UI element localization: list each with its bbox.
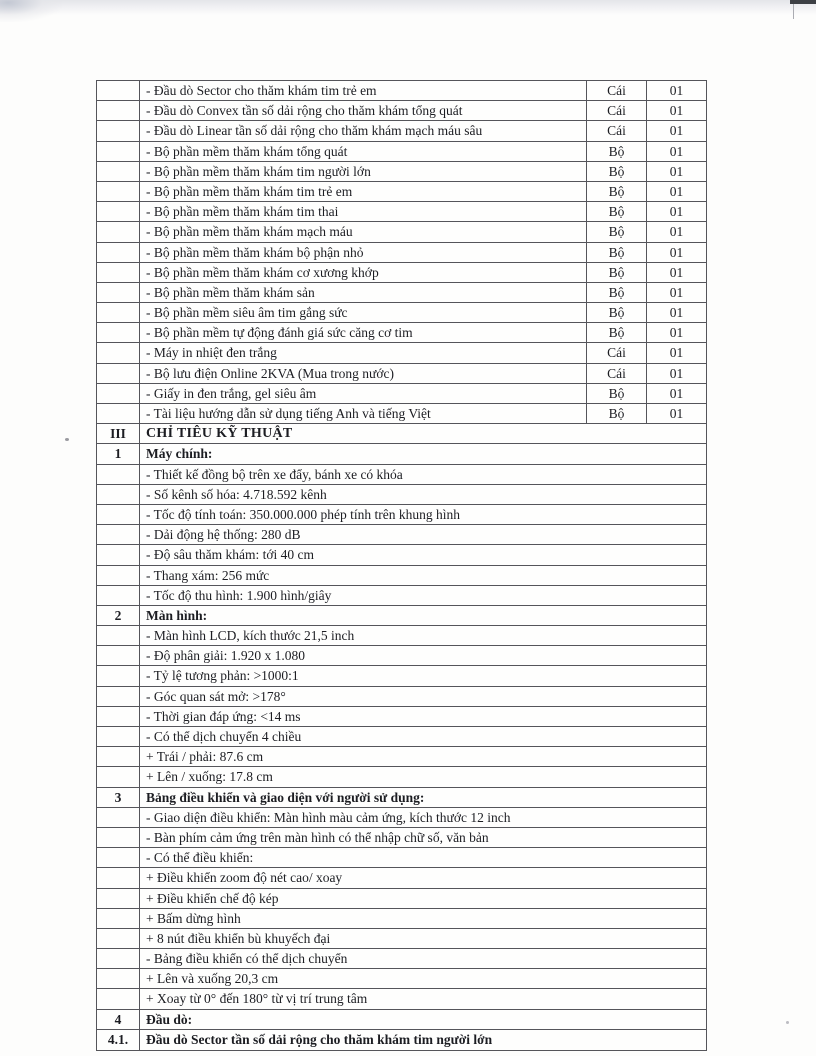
row-number-cell — [97, 364, 139, 383]
row-number-cell — [97, 727, 139, 746]
description-cell: - Bộ phần mềm thăm khám tim thai — [139, 202, 586, 221]
table-row — [97, 222, 706, 242]
description-cell: - Bảng điều khiển có thể dịch chuyển — [139, 949, 706, 968]
table-body — [97, 81, 706, 1050]
specification-table — [96, 80, 707, 1051]
unit-cell: Cái — [586, 81, 646, 100]
scan-artifact-speck — [65, 438, 69, 441]
description-cell: - Màn hình LCD, kích thước 21,5 inch — [139, 626, 706, 645]
description-cell: - Bộ lưu điện Online 2KVA (Mua trong nước) — [139, 364, 586, 383]
unit-cell: Bộ — [586, 142, 646, 161]
table-row — [97, 101, 706, 121]
table-row — [97, 586, 706, 606]
quantity-cell: 01 — [646, 364, 706, 383]
description-cell: - Bộ phần mềm thăm khám tổng quát — [139, 142, 586, 161]
description-cell: - Bộ phần mềm thăm khám cơ xương khớp — [139, 263, 586, 282]
description-cell: CHỈ TIÊU KỸ THUẬT — [139, 424, 706, 443]
description-cell: - Bàn phím cảm ứng trên màn hình có thể nhập chữ số, văn bản — [139, 828, 706, 847]
row-number-cell: 2 — [114, 607, 122, 623]
description-cell: + 8 nút điều khiển bù khuyếch đại — [139, 929, 706, 948]
row-number-cell — [97, 545, 139, 564]
scan-artifact-top-band — [0, 0, 816, 15]
quantity-cell: 01 — [646, 283, 706, 302]
row-number-cell — [97, 142, 139, 161]
table-row — [97, 162, 706, 182]
table-row — [97, 949, 706, 969]
unit-cell: Cái — [586, 101, 646, 120]
description-cell: - Giao diện điều khiển: Màn hình màu cảm ứng, kích thước 12 inch — [139, 808, 706, 827]
table-row — [97, 707, 706, 727]
scan-artifact-top-right-line — [793, 4, 794, 19]
table-row — [97, 243, 706, 263]
unit-cell: Bộ — [586, 182, 646, 201]
description-cell: - Tài liệu hướng dẫn sử dụng tiếng Anh và tiếng Việt — [139, 404, 586, 423]
quantity-cell: 01 — [646, 182, 706, 201]
quantity-cell: 01 — [646, 101, 706, 120]
quantity-cell: 01 — [646, 202, 706, 221]
row-number-cell — [97, 949, 139, 968]
description-cell: + Điều khiển chế độ kép — [139, 889, 706, 908]
unit-cell: Bộ — [586, 263, 646, 282]
table-row — [97, 525, 706, 545]
table-row — [97, 909, 706, 929]
unit-cell: Bộ — [586, 384, 646, 403]
description-cell: - Tốc độ tính toán: 350.000.000 phép tính trên khung hình — [139, 505, 706, 524]
table-row — [97, 747, 706, 767]
row-number-cell — [97, 989, 139, 1008]
row-number-cell — [97, 81, 139, 100]
table-row — [97, 343, 706, 363]
table-row — [97, 182, 706, 202]
table-row — [97, 868, 706, 888]
description-cell: - Thời gian đáp ứng: <14 ms — [139, 707, 706, 726]
description-cell: - Bộ phần mềm thăm khám tim người lớn — [139, 162, 586, 181]
description-cell: Màn hình: — [139, 606, 706, 625]
table-row — [97, 424, 706, 444]
row-number-cell: 3 — [114, 789, 122, 805]
row-number-cell — [97, 384, 139, 403]
description-cell: - Số kênh số hóa: 4.718.592 kênh — [139, 485, 706, 504]
unit-cell: Cái — [586, 364, 646, 383]
table-row — [97, 889, 706, 909]
description-cell: - Bộ phần mềm thăm khám bộ phận nhỏ — [139, 243, 586, 262]
table-row — [97, 202, 706, 222]
unit-cell: Bộ — [586, 243, 646, 262]
unit-cell: Bộ — [586, 404, 646, 423]
table-row — [97, 323, 706, 343]
description-cell: + Lên / xuống: 17.8 cm — [139, 767, 706, 786]
row-number-cell — [97, 889, 139, 908]
unit-cell: Bộ — [586, 162, 646, 181]
row-number-cell — [97, 646, 139, 665]
description-cell: - Bộ phần mềm thăm khám sản — [139, 283, 586, 302]
row-number-cell — [97, 687, 139, 706]
row-number-cell — [97, 586, 139, 605]
unit-cell: Bộ — [586, 323, 646, 342]
row-number-cell — [97, 121, 139, 140]
unit-cell: Cái — [586, 121, 646, 140]
description-cell: - Có thể dịch chuyển 4 chiều — [139, 727, 706, 746]
row-number-cell — [97, 969, 139, 988]
row-number-cell: 1 — [114, 446, 122, 462]
table-row — [97, 969, 706, 989]
row-number-cell — [97, 505, 139, 524]
table-row — [97, 303, 706, 323]
table-row — [97, 81, 706, 101]
description-cell: + Lên và xuống 20,3 cm — [139, 969, 706, 988]
row-number-cell — [97, 343, 139, 362]
table-row — [97, 283, 706, 303]
description-cell: - Bộ phần mềm thăm khám tim trẻ em — [139, 182, 586, 201]
description-cell: - Máy in nhiệt đen trắng — [139, 343, 586, 362]
row-number-cell — [97, 182, 139, 201]
description-cell: - Thiết kế đồng bộ trên xe đẩy, bánh xe có khóa — [139, 465, 706, 484]
row-number-cell — [97, 666, 139, 685]
row-number-cell — [97, 747, 139, 766]
row-number-cell — [97, 566, 139, 585]
table-row — [97, 687, 706, 707]
description-cell: - Đầu dò Sector cho thăm khám tim trẻ em — [139, 81, 586, 100]
row-number-cell — [97, 303, 139, 322]
table-row — [97, 929, 706, 949]
table-row — [97, 727, 706, 747]
description-cell: - Độ sâu thăm khám: tới 40 cm — [139, 545, 706, 564]
description-cell: - Đầu dò Linear tần số dải rộng cho thăm khám mạch máu sâu — [139, 121, 586, 140]
table-row — [97, 848, 706, 868]
description-cell: - Bộ phần mềm tự động đánh giá sức căng cơ tim — [139, 323, 586, 342]
row-number-cell — [97, 222, 139, 241]
row-number-cell — [97, 828, 139, 847]
row-number-cell — [97, 848, 139, 867]
unit-cell: Bộ — [586, 283, 646, 302]
description-cell: - Tỷ lệ tương phản: >1000:1 — [139, 666, 706, 685]
description-cell: - Tốc độ thu hình: 1.900 hình/giây — [139, 586, 706, 605]
table-row — [97, 505, 706, 525]
description-cell: - Thang xám: 256 mức — [139, 566, 706, 585]
row-number-cell — [97, 525, 139, 544]
quantity-cell: 01 — [646, 81, 706, 100]
row-number-cell — [97, 202, 139, 221]
table-row — [97, 485, 706, 505]
description-cell: + Điều khiển zoom độ nét cao/ xoay — [139, 868, 706, 887]
scan-artifact-corner-smudge — [0, 0, 62, 22]
row-number-cell — [97, 404, 139, 423]
table-row — [97, 142, 706, 162]
table-row — [97, 1010, 706, 1030]
description-cell: - Góc quan sát mở: >178° — [139, 687, 706, 706]
row-number-cell: 4.1. — [107, 1031, 129, 1047]
unit-cell: Cái — [586, 343, 646, 362]
row-number-cell — [97, 101, 139, 120]
table-row — [97, 384, 706, 404]
row-number-cell — [97, 767, 139, 786]
table-row — [97, 263, 706, 283]
table-row — [97, 444, 706, 464]
table-row — [97, 808, 706, 828]
quantity-cell: 01 — [646, 263, 706, 282]
description-cell: - Đầu dò Convex tần số dải rộng cho thăm khám tổng quát — [139, 101, 586, 120]
row-number-cell — [97, 465, 139, 484]
table-row — [97, 545, 706, 565]
description-cell: - Bộ phần mềm thăm khám mạch máu — [139, 222, 586, 241]
row-number-cell — [97, 263, 139, 282]
quantity-cell: 01 — [646, 323, 706, 342]
table-row — [97, 404, 706, 424]
description-cell: - Dải động hệ thống: 280 dB — [139, 525, 706, 544]
unit-cell: Bộ — [586, 303, 646, 322]
description-cell: - Giấy in đen trắng, gel siêu âm — [139, 384, 586, 403]
quantity-cell: 01 — [646, 303, 706, 322]
row-number-cell — [97, 243, 139, 262]
table-row — [97, 465, 706, 485]
table-row — [97, 606, 706, 626]
quantity-cell: 01 — [646, 142, 706, 161]
table-row — [97, 767, 706, 787]
quantity-cell: 01 — [646, 162, 706, 181]
table-row — [97, 646, 706, 666]
quantity-cell: 01 — [646, 222, 706, 241]
description-cell: Bảng điều khiển và giao diện với người sử dụng: — [139, 788, 706, 807]
table-row — [97, 989, 706, 1009]
table-row — [97, 1030, 706, 1050]
quantity-cell: 01 — [646, 384, 706, 403]
row-number-cell — [97, 485, 139, 504]
table-row — [97, 666, 706, 686]
table-row — [97, 828, 706, 848]
row-number-cell — [97, 707, 139, 726]
table-row — [97, 121, 706, 141]
row-number-cell: III — [110, 426, 126, 442]
description-cell: - Có thể điều khiển: — [139, 848, 706, 867]
description-cell: - Độ phân giải: 1.920 x 1.080 — [139, 646, 706, 665]
row-number-cell: 4 — [114, 1011, 122, 1027]
row-number-cell — [97, 929, 139, 948]
row-number-cell — [97, 808, 139, 827]
table-row — [97, 788, 706, 808]
quantity-cell: 01 — [646, 404, 706, 423]
description-cell: Máy chính: — [139, 444, 706, 463]
unit-cell: Bộ — [586, 222, 646, 241]
description-cell: Đầu dò: — [139, 1010, 706, 1029]
unit-cell: Bộ — [586, 202, 646, 221]
description-cell: + Bấm dừng hình — [139, 909, 706, 928]
scan-artifact-speck — [786, 1021, 789, 1024]
quantity-cell: 01 — [646, 243, 706, 262]
description-cell: + Trái / phải: 87.6 cm — [139, 747, 706, 766]
description-cell: Đầu dò Sector tần số dải rộng cho thăm khám tim người lớn — [139, 1030, 706, 1050]
description-cell: - Bộ phần mềm siêu âm tim gắng sức — [139, 303, 586, 322]
row-number-cell — [97, 162, 139, 181]
row-number-cell — [97, 626, 139, 645]
row-number-cell — [97, 283, 139, 302]
row-number-cell — [97, 868, 139, 887]
row-number-cell — [97, 323, 139, 342]
row-number-cell — [97, 909, 139, 928]
table-row — [97, 626, 706, 646]
table-row — [97, 364, 706, 384]
table-row — [97, 566, 706, 586]
description-cell: + Xoay từ 0° đến 180° từ vị trí trung tâm — [139, 989, 706, 1008]
quantity-cell: 01 — [646, 343, 706, 362]
quantity-cell: 01 — [646, 121, 706, 140]
